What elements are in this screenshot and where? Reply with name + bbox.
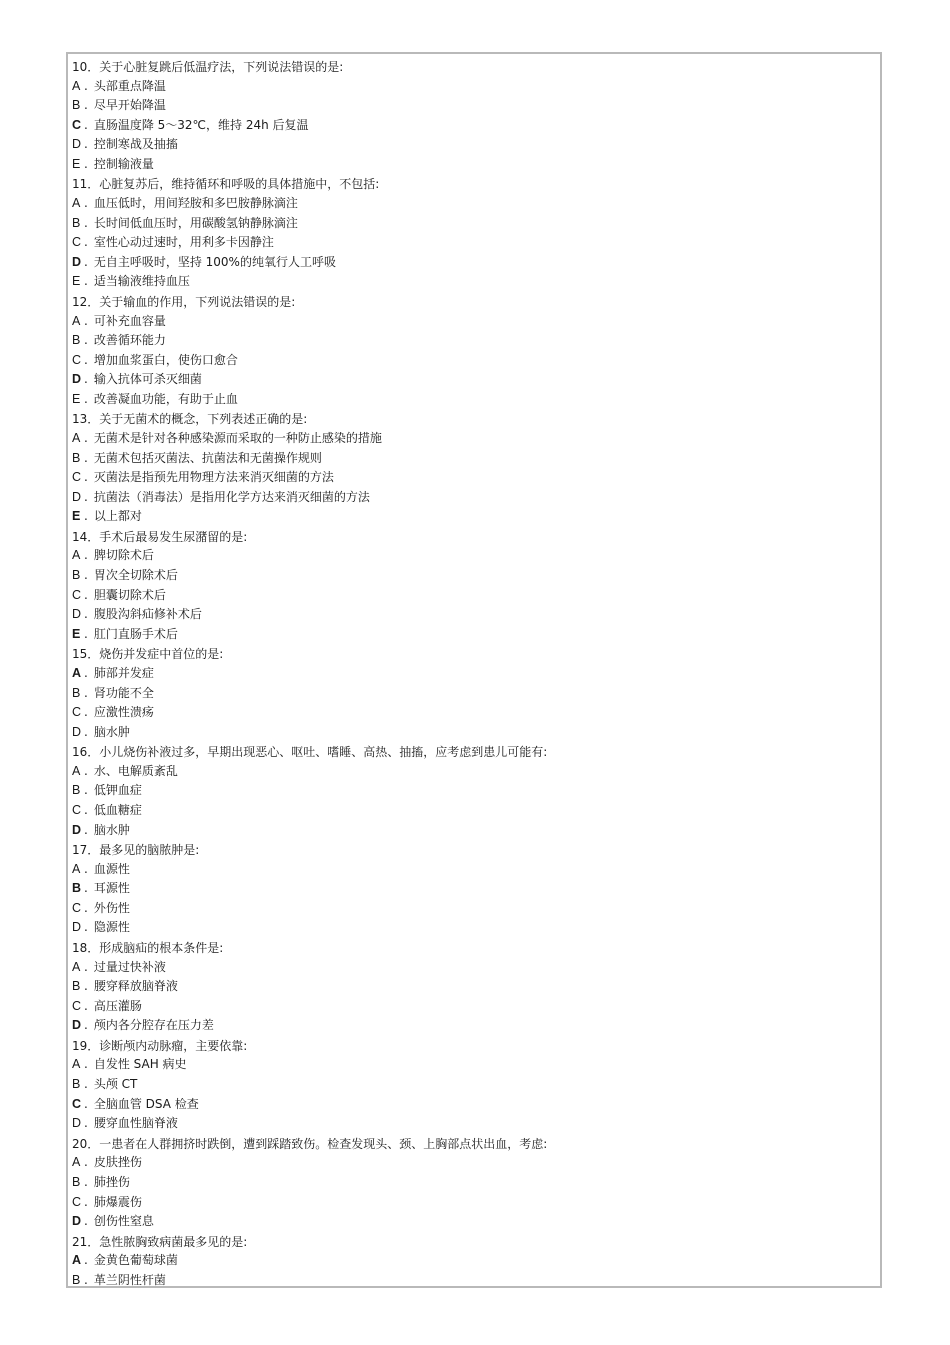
- answer-option: [72, 1114, 880, 1134]
- answer-option: [72, 1075, 880, 1095]
- option-letter: D: [72, 254, 82, 269]
- answer-option: [72, 96, 880, 116]
- option-text: 肾功能不全: [93, 685, 154, 700]
- question-stem: 15．烧伤并发症中首位的是:: [72, 647, 224, 662]
- answer-option: [72, 1055, 880, 1075]
- option-text: 脑水肿: [93, 822, 130, 837]
- option-separator: .: [84, 1174, 88, 1189]
- option-text: 高压灌肠: [93, 998, 142, 1013]
- option-text: 抗菌法（消毒法）是指用化学方达来消灭细菌的方法: [93, 489, 370, 504]
- option-letter: A: [72, 1155, 81, 1170]
- answer-option: [72, 155, 880, 175]
- question-stem: 18．形成脑疝的根本条件是:: [72, 941, 224, 956]
- answer-option: [72, 1173, 880, 1193]
- option-letter: B: [72, 1272, 81, 1287]
- option-text: 腰穿血性脑脊液: [93, 1116, 178, 1131]
- option-separator: .: [84, 215, 88, 230]
- option-separator: .: [84, 822, 88, 837]
- option-separator: .: [84, 1194, 88, 1209]
- option-letter: C: [72, 1096, 82, 1111]
- option-text: 低血糖症: [93, 802, 142, 817]
- answer-option: [72, 1212, 880, 1232]
- option-text: 腰穿释放脑脊液: [93, 979, 178, 994]
- option-letter: A: [72, 313, 81, 328]
- option-separator: .: [84, 920, 88, 935]
- option-separator: .: [84, 430, 88, 445]
- option-letter: C: [72, 587, 82, 602]
- option-separator: .: [84, 450, 88, 465]
- option-separator: .: [84, 156, 88, 171]
- option-letter: D: [72, 920, 82, 935]
- answer-option: [72, 1251, 880, 1271]
- option-separator: .: [84, 1253, 88, 1268]
- option-separator: .: [84, 1155, 88, 1170]
- option-separator: .: [84, 489, 88, 504]
- option-text: 颅内各分腔存在压力差: [93, 1018, 214, 1033]
- option-text: 输入抗体可杀灭细菌: [93, 372, 202, 387]
- option-letter: B: [72, 979, 81, 994]
- option-text: 革兰阴性杆菌: [93, 1272, 166, 1287]
- option-separator: .: [84, 78, 88, 93]
- option-text: 灭菌法是指预先用物理方法来消灭细菌的方法: [93, 470, 334, 485]
- answer-option: [72, 1193, 880, 1213]
- option-letter: A: [72, 1253, 82, 1268]
- option-letter: D: [72, 1116, 82, 1131]
- option-separator: .: [84, 509, 88, 524]
- answer-option: [72, 214, 880, 234]
- option-letter: D: [72, 607, 82, 622]
- answer-option: [72, 312, 880, 332]
- option-text: 无自主呼吸时，坚持 100%的纯氧行人工呼吸: [93, 254, 336, 269]
- option-letter: B: [72, 568, 81, 583]
- question-stem: 21．急性脓胸致病菌最多见的是:: [72, 1234, 248, 1249]
- option-letter: B: [72, 450, 81, 465]
- answer-option: [72, 331, 880, 351]
- answer-option: [72, 860, 880, 880]
- answer-option: [72, 253, 880, 273]
- option-text: 增加血浆蛋白，使伤口愈合: [93, 352, 238, 367]
- option-letter: C: [72, 900, 82, 915]
- option-text: 尽早开始降温: [93, 98, 166, 113]
- option-letter: C: [72, 117, 82, 132]
- option-separator: .: [84, 724, 88, 739]
- answer-option: [72, 546, 880, 566]
- question-stem: 11．心脏复苏后，维持循环和呼吸的具体措施中，不包括:: [72, 177, 380, 192]
- option-text: 应激性溃疡: [93, 705, 154, 720]
- option-text: 室性心动过速时，用利多卡因静注: [93, 235, 274, 250]
- option-letter: C: [72, 1194, 82, 1209]
- option-separator: .: [84, 587, 88, 602]
- option-separator: .: [84, 352, 88, 367]
- question-stem: 10．关于心脏复跳后低温疗法，下列说法错误的是:: [72, 60, 344, 74]
- option-text: 创伤性窒息: [93, 1214, 154, 1229]
- option-separator: .: [84, 137, 88, 152]
- answer-option: [72, 233, 880, 253]
- answer-option: [72, 468, 880, 488]
- option-text: 适当输液维持血压: [93, 274, 190, 289]
- answer-option: [72, 390, 880, 410]
- option-text: 胆囊切除术后: [93, 587, 166, 602]
- question-stem: 16．小儿烧伤补液过多，早期出现恶心、呕吐、嗜睡、高热、抽搐，应考虑到患儿可能有:: [72, 745, 548, 760]
- option-letter: C: [72, 705, 82, 720]
- option-separator: .: [84, 998, 88, 1013]
- answer-option: [72, 997, 880, 1017]
- option-text: 脾切除术后: [93, 548, 154, 563]
- option-letter: B: [72, 215, 81, 230]
- option-separator: .: [84, 333, 88, 348]
- answer-option: [72, 1016, 880, 1036]
- answer-option: [72, 429, 880, 449]
- option-letter: C: [72, 352, 82, 367]
- option-text: 金黄色葡萄球菌: [93, 1253, 178, 1268]
- option-letter: A: [72, 196, 81, 211]
- answer-option: [72, 625, 880, 645]
- option-letter: A: [72, 665, 82, 680]
- option-separator: .: [84, 665, 88, 680]
- option-letter: C: [72, 998, 82, 1013]
- option-text: 改善凝血功能，有助于止血: [93, 391, 238, 406]
- answer-option: [72, 703, 880, 723]
- option-text: 全脑血管 DSA 检查: [93, 1096, 199, 1111]
- option-separator: .: [84, 196, 88, 211]
- option-text: 耳源性: [93, 881, 130, 896]
- option-separator: .: [84, 254, 88, 269]
- answer-option: [72, 488, 880, 508]
- option-separator: .: [84, 235, 88, 250]
- option-letter: A: [72, 1057, 81, 1072]
- question-stem: 19．诊断颅内动脉瘤，主要依靠:: [72, 1038, 248, 1053]
- option-separator: .: [84, 568, 88, 583]
- option-letter: B: [72, 783, 81, 798]
- option-letter: B: [72, 1174, 81, 1189]
- option-text: 改善循环能力: [93, 333, 166, 348]
- answer-option: [72, 918, 880, 938]
- option-letter: A: [72, 959, 81, 974]
- option-separator: .: [84, 1077, 88, 1092]
- option-separator: .: [84, 1018, 88, 1033]
- answer-option: [72, 879, 880, 899]
- option-letter: E: [72, 274, 81, 289]
- answer-option: [72, 77, 880, 97]
- option-separator: .: [84, 626, 88, 641]
- option-separator: .: [84, 470, 88, 485]
- option-text: 皮肤挫伤: [93, 1155, 142, 1170]
- option-letter: D: [72, 1018, 82, 1033]
- option-letter: D: [72, 372, 82, 387]
- option-separator: .: [84, 979, 88, 994]
- option-letter: C: [72, 235, 82, 250]
- option-text: 头颅 CT: [93, 1077, 138, 1092]
- option-separator: .: [84, 607, 88, 622]
- option-separator: .: [84, 685, 88, 700]
- option-text: 过量过快补液: [93, 959, 166, 974]
- option-letter: A: [72, 763, 81, 778]
- option-text: 头部重点降温: [93, 78, 166, 93]
- answer-option: [72, 135, 880, 155]
- option-letter: A: [72, 548, 81, 563]
- answer-option: [72, 664, 880, 684]
- option-letter: A: [72, 78, 81, 93]
- answer-option: [72, 821, 880, 841]
- option-text: 无菌术包括灭菌法、抗菌法和无菌操作规则: [93, 450, 322, 465]
- answer-option: [72, 801, 880, 821]
- answer-option: [72, 762, 880, 782]
- option-text: 脑水肿: [93, 724, 130, 739]
- option-text: 控制寒战及抽搐: [93, 137, 178, 152]
- option-separator: .: [84, 117, 88, 132]
- answer-option: [72, 781, 880, 801]
- option-letter: A: [72, 861, 81, 876]
- option-letter: D: [72, 1214, 82, 1229]
- option-text: 肺挫伤: [93, 1174, 130, 1189]
- option-letter: B: [72, 98, 81, 113]
- answer-option: [72, 272, 880, 292]
- answer-option: [72, 1271, 880, 1288]
- option-text: 肛门直肠手术后: [93, 626, 178, 641]
- option-letter: B: [72, 685, 81, 700]
- option-letter: D: [72, 822, 82, 837]
- option-separator: .: [84, 1214, 88, 1229]
- option-letter: B: [72, 881, 82, 896]
- option-text: 隐源性: [93, 920, 130, 935]
- option-letter: A: [72, 430, 81, 445]
- option-text: 胃次全切除术后: [93, 568, 178, 583]
- option-text: 自发性 SAH 病史: [93, 1057, 187, 1072]
- option-separator: .: [84, 313, 88, 328]
- option-text: 以上都对: [93, 509, 142, 524]
- answer-option: [72, 351, 880, 371]
- option-separator: .: [84, 1096, 88, 1111]
- answer-option: [72, 958, 880, 978]
- option-text: 外伤性: [93, 900, 130, 915]
- option-letter: E: [72, 509, 81, 524]
- option-text: 长时间低血压时，用碳酸氢钠静脉滴注: [93, 215, 298, 230]
- option-separator: .: [84, 802, 88, 817]
- answer-option: [72, 899, 880, 919]
- question-stem: 13．关于无菌术的概念，下列表述正确的是:: [72, 412, 308, 427]
- option-letter: C: [72, 470, 82, 485]
- answer-option: [72, 977, 880, 997]
- option-separator: .: [84, 391, 88, 406]
- answer-option: [72, 1153, 880, 1173]
- option-text: 血源性: [93, 861, 130, 876]
- option-text: 血压低时，用间羟胺和多巴胺静脉滴注: [93, 196, 298, 211]
- option-letter: E: [72, 156, 81, 171]
- option-text: 低钾血症: [93, 783, 142, 798]
- option-separator: .: [84, 1116, 88, 1131]
- option-letter: D: [72, 724, 82, 739]
- option-separator: .: [84, 763, 88, 778]
- option-separator: .: [84, 548, 88, 563]
- answer-option: [72, 586, 880, 606]
- option-letter: D: [72, 137, 82, 152]
- option-separator: .: [84, 98, 88, 113]
- option-text: 可补充血容量: [93, 313, 166, 328]
- answer-option: [72, 1095, 880, 1115]
- answer-option: [72, 684, 880, 704]
- option-separator: .: [84, 1057, 88, 1072]
- question-stem: 14．手术后最易发生尿潴留的是:: [72, 529, 248, 544]
- option-separator: .: [84, 274, 88, 289]
- question-stem: 20．一患者在人群拥挤时跌倒，遭到踩踏致伤。检查发现头、颈、上胸部点状出血，考虑:: [72, 1136, 548, 1151]
- answer-option: [72, 723, 880, 743]
- option-text: 肺部并发症: [93, 665, 154, 680]
- option-letter: C: [72, 802, 82, 817]
- option-text: 水、电解质紊乱: [93, 763, 178, 778]
- option-text: 直肠温度降 5～32℃，维持 24h 后复温: [93, 117, 309, 132]
- option-text: 腹股沟斜疝修补术后: [93, 607, 202, 622]
- question-list: [68, 54, 880, 1288]
- option-separator: .: [84, 881, 88, 896]
- answer-option: [72, 194, 880, 214]
- option-separator: .: [84, 1272, 88, 1287]
- answer-option: [72, 370, 880, 390]
- question-stem: 17．最多见的脑脓肿是:: [72, 843, 200, 858]
- page-frame: [66, 52, 882, 1288]
- option-letter: B: [72, 333, 81, 348]
- option-separator: .: [84, 372, 88, 387]
- option-text: 控制输液量: [93, 156, 154, 171]
- option-letter: B: [72, 1077, 81, 1092]
- question-stem: 12．关于输血的作用，下列说法错误的是:: [72, 294, 296, 309]
- option-text: 肺爆震伤: [93, 1194, 142, 1209]
- option-separator: .: [84, 705, 88, 720]
- option-text: 无菌术是针对各种感染源而采取的一种防止感染的措施: [93, 430, 382, 445]
- option-letter: E: [72, 391, 81, 406]
- option-letter: D: [72, 489, 82, 504]
- option-separator: .: [84, 861, 88, 876]
- option-separator: .: [84, 900, 88, 915]
- option-separator: .: [84, 959, 88, 974]
- answer-option: [72, 116, 880, 136]
- option-separator: .: [84, 783, 88, 798]
- answer-option: [72, 449, 880, 469]
- answer-option: [72, 507, 880, 527]
- answer-option: [72, 605, 880, 625]
- option-letter: E: [72, 626, 81, 641]
- answer-option: [72, 566, 880, 586]
